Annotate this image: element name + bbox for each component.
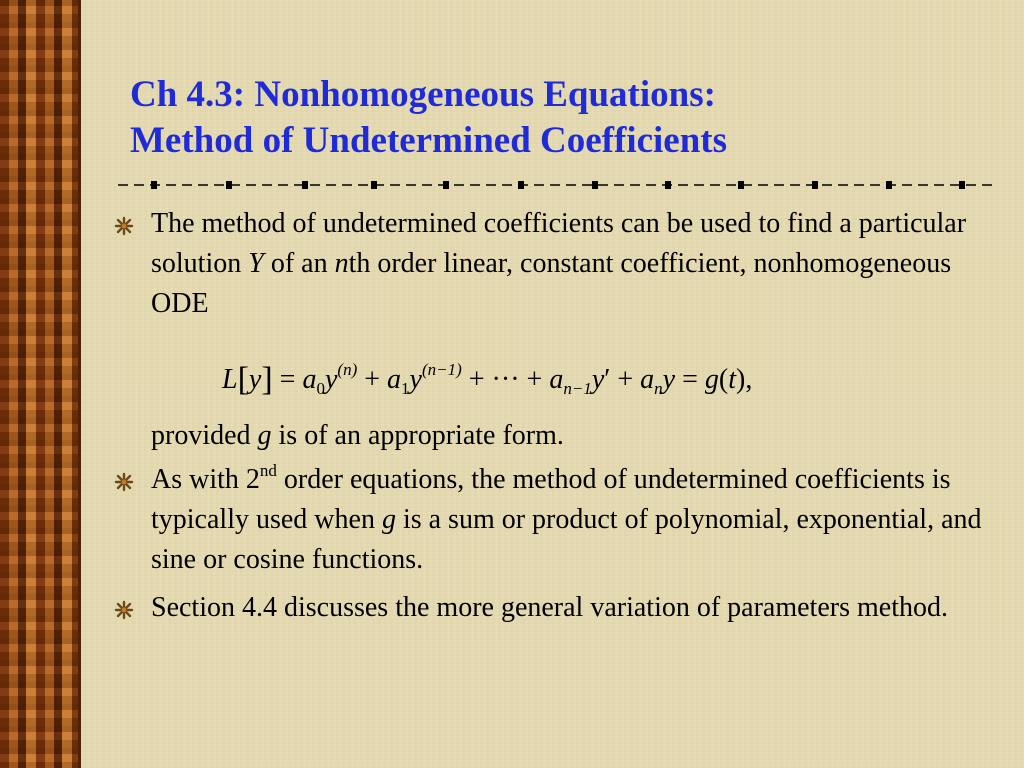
ordinal-superscript: nd — [259, 461, 277, 480]
text-run: As with 2 — [151, 464, 260, 495]
variable-g: g — [381, 504, 396, 535]
asterisk-star-icon — [114, 216, 134, 236]
provided-text — [114, 416, 984, 456]
title-line-1: Ch 4.3: Nonhomogeneous Equations: — [130, 74, 716, 115]
decorative-left-border — [0, 0, 78, 768]
title-line-2: Method of Undetermined Coefficients — [130, 120, 728, 161]
text-run: th order linear, constant coefficient, nonhomogeneous ODE — [151, 248, 952, 319]
variable-g: g — [257, 420, 272, 451]
operator-L: L — [222, 364, 238, 395]
superscript: (n) — [337, 360, 358, 379]
text-run: The method of undetermined coefficients can be used to find a particular solution — [151, 208, 967, 279]
text-run: order equations, the method of undetermined coefficients is typically used when — [151, 464, 951, 535]
var-y: y — [591, 364, 605, 395]
bullet-2-text — [151, 460, 984, 580]
ellipsis: + ··· + — [461, 364, 550, 395]
var-y: y — [324, 364, 338, 395]
variable-Y: Y — [248, 248, 264, 279]
equals: = — [675, 364, 705, 395]
equation — [114, 342, 984, 400]
coef-a: a — [640, 364, 655, 395]
var-y: y — [409, 364, 422, 395]
bullet-3-text: Section 4.4 discusses the more general variation of parameters method. — [151, 592, 948, 623]
left-border-edge — [78, 0, 81, 768]
bullet-item-1 — [114, 204, 984, 324]
text-run: is a sum or product of polynomial, exponential, and sine or cosine functions. — [151, 504, 982, 575]
coef-a: a — [387, 364, 402, 395]
plus: + — [357, 364, 388, 395]
text-run: of an — [263, 248, 335, 279]
bullet-1-text — [151, 204, 984, 324]
slide-title — [130, 72, 990, 164]
subscript: n — [654, 379, 663, 398]
decorative-divider — [118, 177, 994, 193]
asterisk-star-icon — [114, 600, 134, 620]
slide-body — [114, 204, 984, 636]
subscript: 1 — [401, 379, 410, 398]
superscript: (n−1) — [421, 360, 462, 379]
closing: ), — [736, 364, 753, 395]
bullet-item-3 — [114, 588, 984, 628]
variable-n: n — [334, 248, 349, 279]
func-g: g — [704, 364, 719, 395]
var-y: y — [248, 364, 262, 395]
coef-a: a — [549, 364, 564, 395]
coef-a: a — [302, 364, 317, 395]
var-t: t — [728, 364, 737, 395]
equation-line: $L[y] = a_0y^{(n)} + a_1y^{(n-1)}$ + ··· + $a_{n-1}y' + a_ny = g(t)$, — [222, 360, 753, 398]
prime: ′ — [604, 364, 611, 395]
subscript: 0 — [316, 379, 325, 398]
plus: + — [610, 364, 641, 395]
equals: = — [272, 364, 303, 395]
text-run: provided — [151, 420, 258, 451]
subscript: n−1 — [563, 379, 592, 398]
var-y: y — [662, 364, 676, 395]
text-run: is of an appropriate form. — [271, 420, 564, 451]
asterisk-star-icon — [114, 472, 134, 492]
bullet-item-2 — [114, 460, 984, 580]
